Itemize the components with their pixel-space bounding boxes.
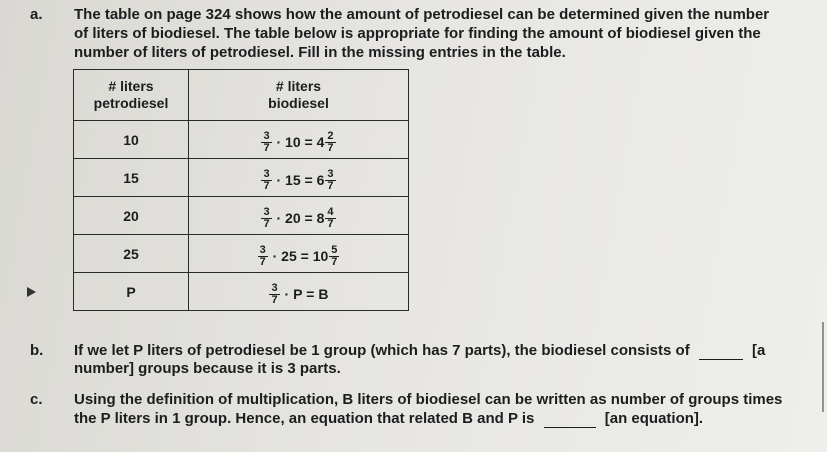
multiplier-value: 10 xyxy=(285,134,301,150)
part-b-blank[interactable] xyxy=(699,345,743,360)
times-sign: · xyxy=(272,210,286,226)
equals-sign: = xyxy=(296,248,313,264)
coefficient-fraction xyxy=(261,131,271,154)
table-row xyxy=(74,159,409,197)
whole-part: 10 xyxy=(312,248,329,264)
result-fraction-denominator: 7 xyxy=(327,179,334,192)
result-fraction-denominator: 7 xyxy=(327,141,334,154)
result-fraction xyxy=(325,131,335,154)
table-row xyxy=(74,121,409,159)
multiplier-value: 20 xyxy=(285,210,301,226)
equals-sign: = xyxy=(300,172,317,188)
coefficient-fraction-denominator: 7 xyxy=(259,255,266,268)
times-sign: · xyxy=(280,286,294,302)
part-b-line-2: number] groups because it is 3 parts. xyxy=(74,360,341,377)
equals-sign: = xyxy=(300,210,317,226)
petrodiesel-value: 15 xyxy=(123,169,139,186)
biodiesel-cell xyxy=(189,235,409,273)
table-row xyxy=(74,197,409,235)
part-c-blank[interactable] xyxy=(544,413,596,428)
petrodiesel-cell xyxy=(74,159,189,197)
part-b-line-1 xyxy=(74,342,765,360)
part-b-text-1-after: [a xyxy=(752,342,766,359)
result-fraction-denominator: 7 xyxy=(331,255,338,268)
multiplier-value: 25 xyxy=(281,248,297,264)
part-a-line-1: The table on page 324 shows how the amount of petrodiesel can be determined given the number xyxy=(74,6,770,23)
result-fraction-numerator: 5 xyxy=(331,243,338,256)
petrodiesel-cell xyxy=(74,121,189,159)
result-fraction-denominator: 7 xyxy=(327,217,334,230)
table-body xyxy=(74,121,409,311)
part-a-line-2: of liters of biodiesel. The table below is appropriate for finding the amount of biodiesel given the xyxy=(74,25,761,42)
whole-part: 8 xyxy=(316,210,325,226)
coefficient-fraction xyxy=(258,245,268,268)
equals-sign: = xyxy=(300,134,317,150)
play-icon xyxy=(27,287,36,297)
petrodiesel-value: 25 xyxy=(123,245,139,262)
equals-sign: = xyxy=(302,286,319,302)
result-fraction-numerator: 2 xyxy=(327,129,334,142)
whole-part: 6 xyxy=(316,172,325,188)
biodiesel-cell xyxy=(189,197,409,235)
part-a-line-3: number of liters of petrodiesel. Fill in the missing entries in the table. xyxy=(74,44,566,61)
page-edge-mark xyxy=(822,322,824,412)
petrodiesel-biodiesel-table xyxy=(73,69,409,311)
coefficient-fraction-numerator: 3 xyxy=(271,281,278,294)
whole-part: 4 xyxy=(316,134,325,150)
table-row-variable xyxy=(74,273,409,311)
part-c-line-2 xyxy=(74,410,703,428)
result-fraction xyxy=(325,207,335,230)
multiplier-value: P xyxy=(293,286,303,302)
header-biodiesel xyxy=(189,70,409,121)
petrodiesel-cell xyxy=(74,235,189,273)
times-sign: · xyxy=(272,172,286,188)
petrodiesel-value: 20 xyxy=(123,207,139,224)
times-sign: · xyxy=(268,248,282,264)
coefficient-fraction-numerator: 3 xyxy=(263,167,270,180)
part-a-marker: a. xyxy=(30,6,43,23)
header-petrodiesel xyxy=(74,70,189,121)
result-fraction xyxy=(325,169,335,192)
petrodiesel-cell xyxy=(74,197,189,235)
petrodiesel-value: P xyxy=(126,283,136,300)
coefficient-fraction xyxy=(261,207,271,230)
part-c-line-1: Using the definition of multiplication, B liters of biodiesel can be written as number of groups times xyxy=(74,391,783,408)
table-header-row xyxy=(74,70,409,121)
coefficient-fraction-denominator: 7 xyxy=(263,141,270,154)
coefficient-fraction-numerator: 3 xyxy=(259,243,266,256)
biodiesel-cell xyxy=(189,121,409,159)
table-row xyxy=(74,235,409,273)
result-fraction-numerator: 4 xyxy=(327,205,334,218)
header-biodiesel-text: # liters biodiesel xyxy=(268,78,329,111)
part-c-text-2: the P liters in 1 group. Hence, an equation that related B and P is xyxy=(74,410,535,427)
result-fraction-numerator: 3 xyxy=(327,167,334,180)
part-b-text-1: If we let P liters of petrodiesel be 1 group (which has 7 parts), the biodiesel consists of xyxy=(74,342,690,359)
coefficient-fraction xyxy=(261,169,271,192)
coefficient-fraction-numerator: 3 xyxy=(263,205,270,218)
biodiesel-cell xyxy=(189,273,409,311)
coefficient-fraction-denominator: 7 xyxy=(271,293,278,306)
part-c-marker: c. xyxy=(30,391,43,408)
result-value: B xyxy=(318,286,329,302)
coefficient-fraction-denominator: 7 xyxy=(263,179,270,192)
coefficient-fraction-denominator: 7 xyxy=(263,217,270,230)
coefficient-fraction xyxy=(269,283,279,306)
biodiesel-cell xyxy=(189,159,409,197)
petrodiesel-value: 10 xyxy=(123,131,139,148)
result-fraction xyxy=(329,245,339,268)
header-petrodiesel-text: # liters petrodiesel xyxy=(93,78,169,111)
part-c-text-2-after: [an equation]. xyxy=(604,410,704,427)
petrodiesel-cell xyxy=(74,273,189,311)
part-b-marker: b. xyxy=(30,342,44,359)
multiplier-value: 15 xyxy=(285,172,301,188)
times-sign: · xyxy=(272,134,286,150)
coefficient-fraction-numerator: 3 xyxy=(263,129,270,142)
